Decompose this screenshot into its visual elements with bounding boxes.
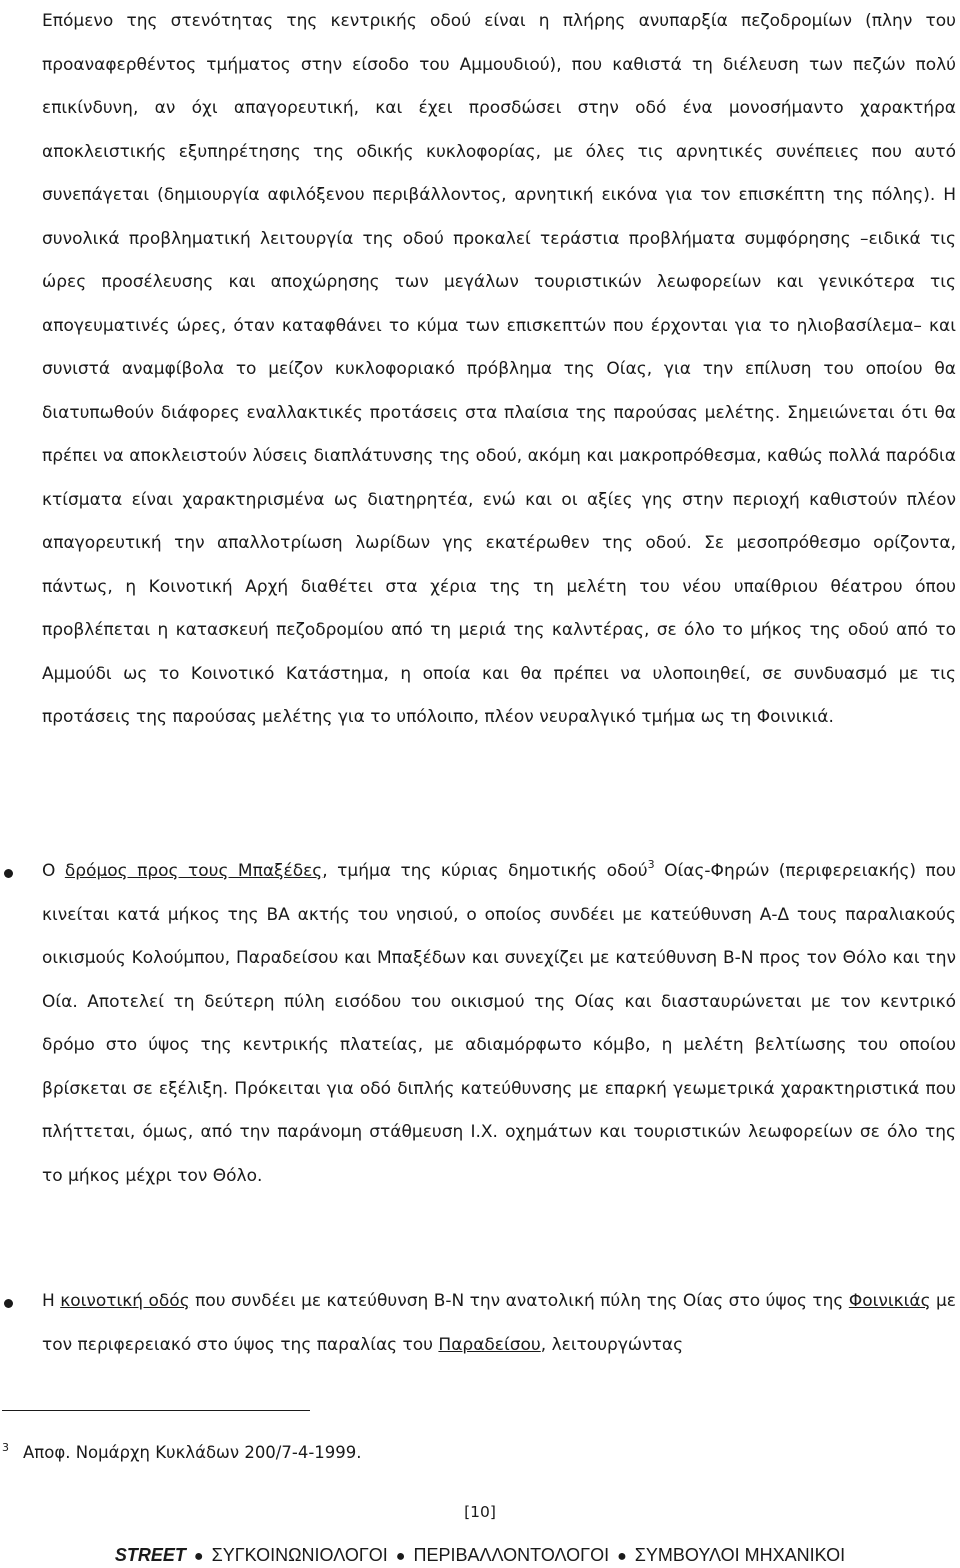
bullet-icon: ● — [193, 1548, 204, 1565]
paragraph-text: Η συνολικά προβληματική λειτουργία της οδού προκαλεί τεράστια προβλήματα συμφόρησης –ειδικά τις ώρες προσέλευσης και αποχώρησης των μεγάλων τουριστικών λεωφορείων και γενικότερα τις απογευματινές ώρες, όταν καταφθάνει το κύμα των επισκεπτών που έρχονται για το ηλιοβασίλεμα– και συνιστά αναμφίβολα το μείζον κυκλοφοριακό πρόβλημα της Οίας, για την επίλυση του οποίου θα διατυπωθούν διάφορες εναλλακτικές προτάσεις στα πλαίσια της παρούσας μελέτης. — [42, 185, 957, 423]
page-footer — [0, 1544, 960, 1568]
footer-brand: STREET — [114, 1545, 186, 1565]
bullet-text-intro: Ο — [42, 861, 65, 881]
bullet-text-intro: Η — [42, 1291, 61, 1311]
page-number: [10] — [464, 1503, 496, 1521]
footer-item: ΠΕΡΙΒΑΛΛΟΝΤΟΛΟΓΟΙ — [413, 1545, 610, 1565]
bullet-text — [42, 1280, 956, 1367]
body-paragraph — [42, 0, 956, 740]
underlined-place-name: Παραδείσου — [438, 1334, 541, 1355]
bullet-text-segment: Οίας-Φηρών (περιφερειακής) που κινείται κατά μήκος της ΒΑ ακτής του νησιού, ο οποίος συνδέει με κατεύθυνση Α-Δ τους παραλιακούς οικισμούς Κολούμπου, Παραδείσου και Μπαξέδων και συνεχίζει με κατεύθυνση Β-Ν προς τον Θόλο και την Οία. — [42, 861, 956, 1012]
bullet-text-segment: που συνδέει με κατεύθυνση Β-Ν την ανατολική πύλη της Οίας στο ύψος της — [189, 1291, 849, 1311]
underlined-road-name: δρόμος προς τους Μπαξέδες — [64, 861, 323, 881]
footnote-text: Αποφ. Νομάρχη Κυκλάδων 200/7-4-1999. — [23, 1443, 362, 1462]
bullet-icon — [4, 1299, 13, 1308]
footnote-number: 3 — [2, 1441, 9, 1454]
footer-item: ΣΥΜΒΟΥΛΟΙ ΜΗΧΑΝΙΚΟΙ — [634, 1545, 846, 1565]
bullet-icon: ● — [617, 1548, 627, 1565]
bullet-text-segment: Αποτελεί τη δεύτερη πύλη εισόδου του οικισμού της Οίας και διασταυρώνεται με τον κεντρικό δρόμο στο ύψος της κεντρικής πλατείας, με αδιαμόρφωτο κόμβο, η μελέτη βελτίωσης του οποίου βρίσκεται σε εξέλιξη. Πρόκειται για οδό διπλής κατεύθυνσης με επαρκή γεωμετρικά χαρακτηριστικά που πλήττεται, όμως, από την παράνομη στάθμευση Ι.Χ. οχημάτων και τουριστικών λεωφορείων σε όλο της το μήκος μέχρι τον Θόλο. — [42, 991, 956, 1186]
paragraph-text: Σημειώνεται ότι θα πρέπει να αποκλειστούν λύσεις διαπλάτυνσης της οδού, ακόμη και μακροπρόθεσμα, καθώς πολλά παρόδια κτίσματα είναι χαρακτηρισμένα ως διατηρητέα, ενώ και οι αξίες γης στην περιοχή καθιστούν πλέον απαγορευτική την απαλλοτρίωση λωρίδων γης εκατέρωθεν της οδού. — [42, 402, 957, 553]
paragraph-text: Επόμενο της στενότητας της κεντρικής οδού είναι η πλήρης ανυπαρξία πεζοδρομίων (πλην του προαναφερθέντος τμήματος στην είσοδο του Αμμουδιού), που καθιστά τη διέλευση των πεζών πολύ επικίνδυνη, αν όχι απαγορευτική, και έχει προσδώσει στην οδό ένα μονοσήμαντο χαρακτήρα αποκλειστικής εξυπηρέτησης της οδικής κυκλοφορίας, με όλες τις αρνητικές συνέπειες που αυτό συνεπάγεται (δημιουργία αφιλόξενου περιβάλλοντος, αρνητική εικόνα για τον επισκέπτη της πόλης). — [42, 11, 956, 205]
footnote-reference[interactable]: 3 — [647, 858, 655, 871]
bullet-text-segment: με τον περιφερειακό στο ύψος της παραλίας του — [42, 1291, 956, 1355]
bullet-text-segment: , τμήμα της κύριας δημοτικής οδού — [322, 861, 648, 881]
footnote — [2, 1442, 362, 1464]
bullet-icon — [4, 869, 13, 878]
bullet-text-segment: , λειτουργώντας — [540, 1334, 684, 1355]
paragraph-text: Σε μεσοπρόθεσμο ορίζοντα, πάντως, η Κοινοτική Αρχή διαθέτει στα χέρια της τη μελέτη του νέου υπαίθριου θέατρου όπου προβλέπεται η κατασκευή πεζοδρομίου από τη μεριά της καλντέρας, σε όλο το μήκος της οδού από το Αμμούδι ως το Κοινοτικό Κατάστημα, η οποία και θα πρέπει να υλοποιηθεί, σε συνδυασμό με τις προτάσεις της παρούσας μελέτης για το υπόλοιπο, πλέον νευραλγικό τμήμα ως τη Φοινικιά. — [42, 533, 956, 727]
footer-item: ΣΥΓΚΟΙΝΩΝΙΟΛΟΓΟΙ — [211, 1545, 388, 1565]
underlined-place-name: Φοινικιάς — [848, 1291, 931, 1311]
bullet-icon: ● — [395, 1548, 406, 1565]
underlined-road-name: κοινοτική οδός — [60, 1291, 190, 1311]
footnote-divider — [2, 1410, 310, 1411]
bullet-text — [42, 850, 956, 1198]
